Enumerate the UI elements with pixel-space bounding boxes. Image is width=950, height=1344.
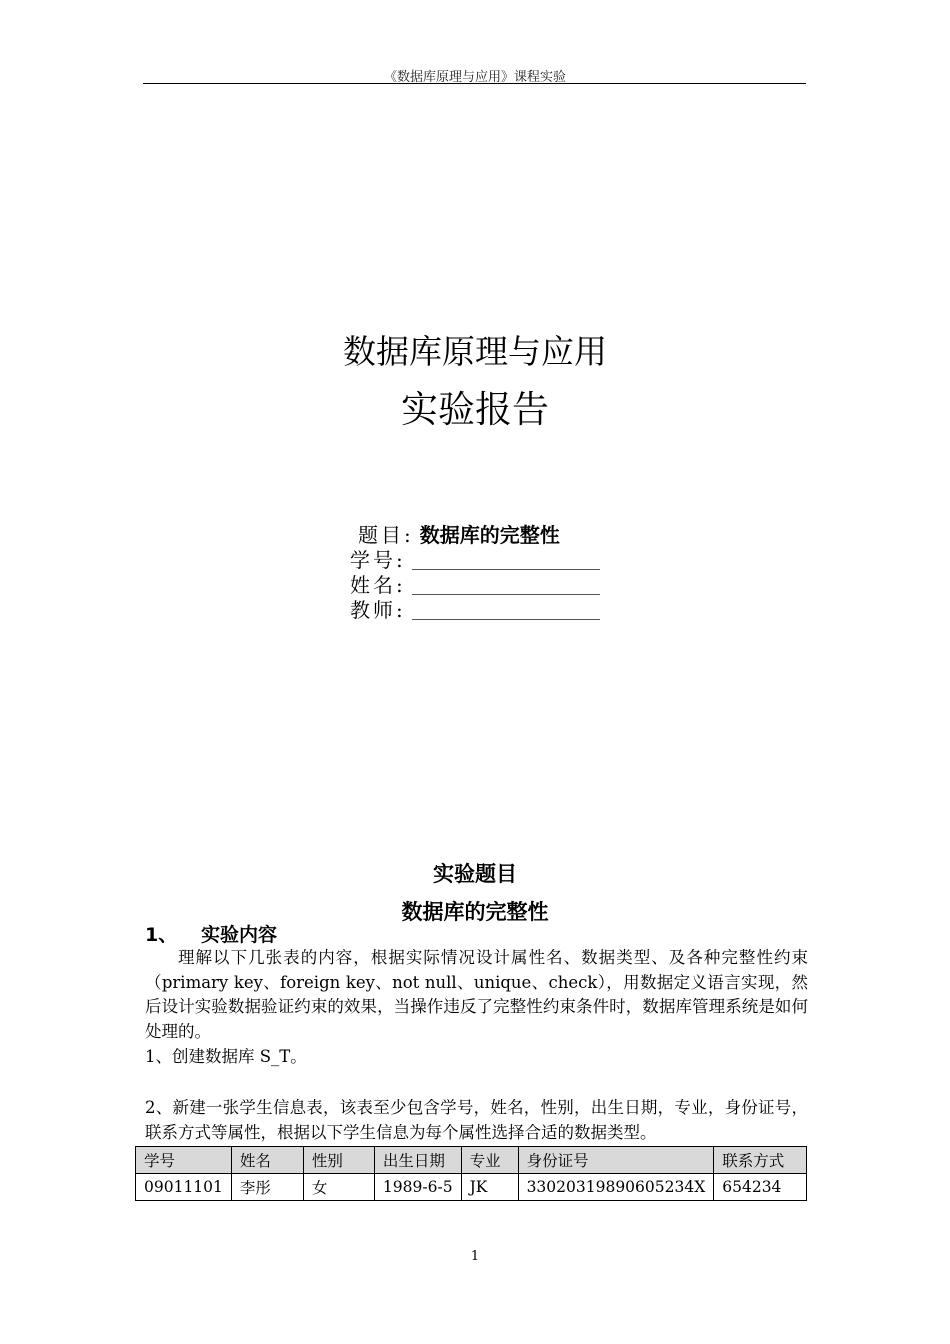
table-header-cell: 学号 (136, 1147, 232, 1174)
student-info-table (135, 1146, 807, 1201)
step-2: 2、新建一张学生信息表，该表至少包含学号，姓名，性别，出生日期，专业，身份证号，联系方式等属性，根据以下学生信息为每个属性选择合适的数据类型。 (145, 1098, 808, 1142)
section-title: 实验内容 (201, 924, 278, 946)
section-number: 1、 (145, 924, 178, 946)
teacher-label: 教师: (350, 598, 406, 622)
table-cell: 09011101 (136, 1174, 232, 1201)
table-cell: 李彤 (231, 1174, 303, 1201)
page-header: 《数据库原理与应用》课程实验 (383, 70, 566, 85)
table-cell: 1989-6-5 (374, 1174, 461, 1201)
table-header-row (136, 1147, 807, 1174)
header-rule (143, 83, 806, 84)
intro-paragraph: 理解以下几张表的内容，根据实际情况设计属性名、数据类型、及各种完整性约束（primary key、foreign key、not null、unique、check），用数据定义语言实现，然后设计实验数据验证约束的效果，当操作违反了完整性约束条件时，数据库管理系统是如何处理的。 (145, 948, 808, 1041)
table-header-cell: 性别 (303, 1147, 374, 1174)
student-id-line (350, 548, 600, 572)
table-cell: JK (461, 1174, 518, 1201)
table-header-cell: 出生日期 (374, 1147, 461, 1174)
table-row (136, 1174, 807, 1201)
table-cell: 654234 (714, 1174, 807, 1201)
topic-label: 题目: (358, 523, 414, 547)
step-1: 1、创建数据库 S_T。 (145, 1047, 307, 1066)
section-heading (145, 920, 277, 947)
student-id-label: 学号: (350, 548, 406, 572)
cover-subtitle: 实验报告 (401, 388, 549, 431)
topic-line (358, 523, 560, 547)
experiment-heading: 实验题目 (433, 862, 517, 886)
name-line (350, 573, 600, 597)
cover-title: 数据库原理与应用 (343, 332, 607, 371)
table-cell: 33020319890605234X (518, 1174, 714, 1201)
teacher-line (350, 598, 600, 622)
table-header-cell: 专业 (461, 1147, 518, 1174)
table-header-cell: 联系方式 (714, 1147, 807, 1174)
experiment-subheading: 数据库的完整性 (401, 900, 549, 924)
page-number: 1 (470, 1249, 480, 1264)
table-header-cell: 姓名 (231, 1147, 303, 1174)
name-blank (412, 576, 600, 595)
teacher-blank (412, 601, 600, 620)
table-cell: 女 (303, 1174, 374, 1201)
student-id-blank (412, 551, 600, 570)
topic-value: 数据库的完整性 (419, 523, 560, 547)
table-header-cell: 身份证号 (518, 1147, 714, 1174)
name-label: 姓名: (350, 573, 406, 597)
